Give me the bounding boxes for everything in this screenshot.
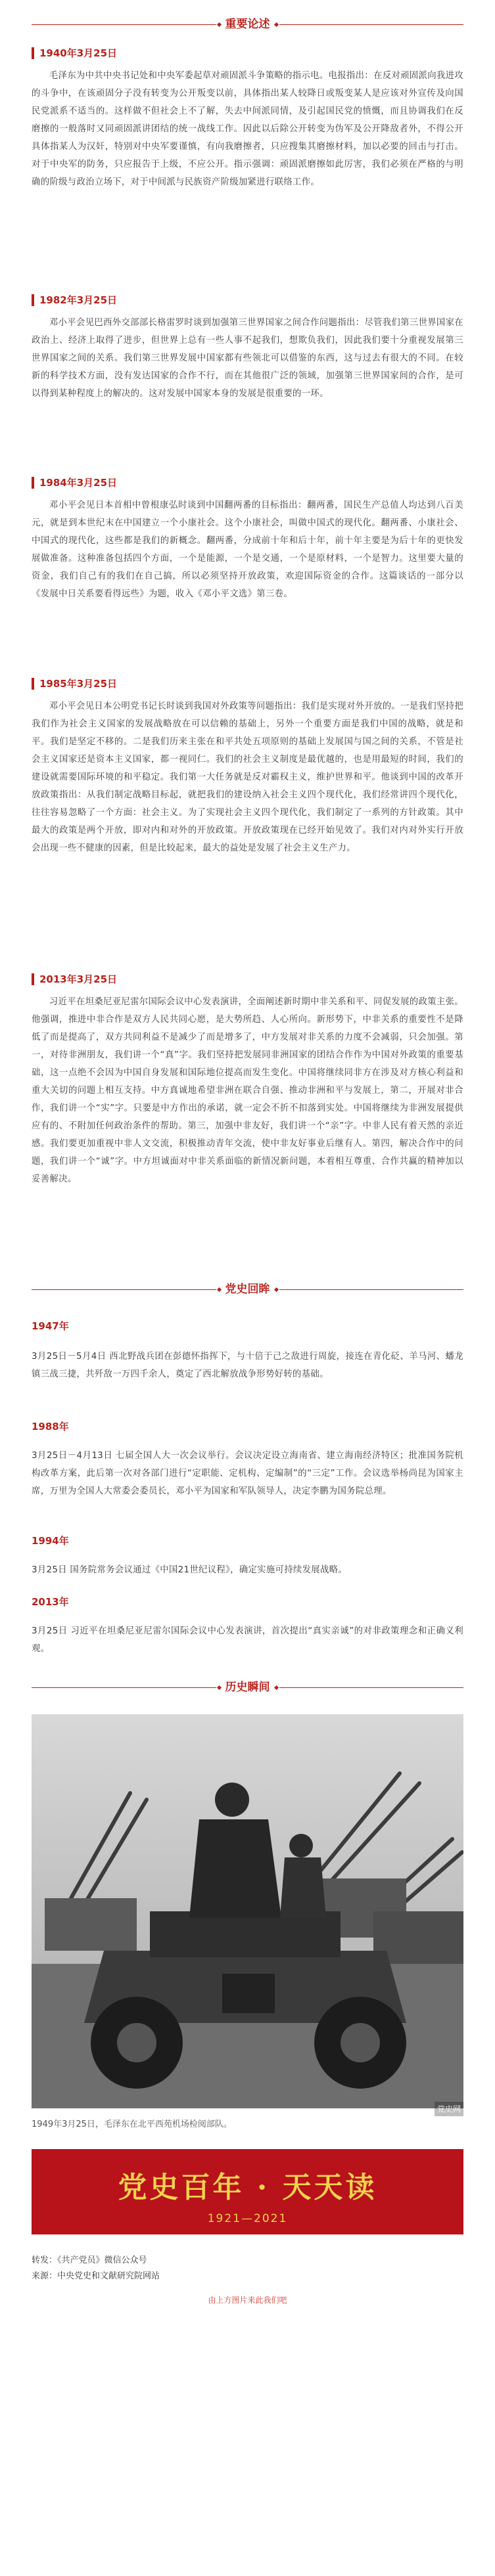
event-1947 — [32, 1318, 463, 1401]
event-text: 3月25日－5月4日 西北野战兵团在彭德怀指挥下，与十倍于己之敌进行周旋，接连在青化砭、羊马河、蟠龙镇三战三捷，共歼敌一万四千余人，奠定了西北解放战争形势好转的基础。 — [32, 1352, 463, 1379]
date-label: 1984年3月25日 — [32, 468, 463, 497]
photo-illustration — [32, 1714, 463, 2108]
date-label: 1985年3月25日 — [32, 669, 463, 698]
section-title: 历史瞬间 — [216, 1679, 279, 1696]
article-text: 邓小平会见日本公明党书记长时谈到我国对外政策等问题指出：我们是实现对外开放的。一是我们坚持把我们作为社会主义国家的发展战略放在可以信赖的基础上，另外一个重要方面是我们中国的战略，就是和平。我们是坚定不移的。二是我们历来主张在和平共处五项原则的基础上发展国与国之间的关系，不管是社会主义国家还是资本主义国家，都一视同仁。我们的社会主义制度是最优越的，也是用最短的时间，我们的建设就需要国际环境的和平稳定。我们第一大任务就是反对霸权主义，维护世界和平。他谈到中国的改革开放政策指出：从我们制定战略目标起，就把我们的建设纳入社会主义四个现代化，我们经常讲四个现代化，往往容易忽略了一个方面：社会主义。为了实现社会主义四个现代化，我们制定了一系列的方针政策。其中最大的政策是两个开放，即对内和对外的开放政策。开放政策现在已经开始见效了。我们对内对外实行开放会出现一些不健康的因素，但是比较起来，最大的益处是发展了社会主义生产力。 — [32, 701, 463, 853]
event-2013 — [32, 1593, 463, 1658]
event-text: 3月25日－4月13日 七届全国人大一次会议举行。会议决定设立海南省、建立海南经济特区；批准国务院机构改革方案，此后第一次对各部门进行“定职能、定机构、定编制”的“三定”工作。会议选举杨尚昆为国家主席，万里为全国人大常委会委员长，邓小平为国家和军队领导人，决定李鹏为国务院总理。 — [32, 1451, 463, 1496]
section-header-history — [0, 1277, 495, 1303]
article-3 — [32, 468, 463, 649]
event-text: 3月25日 国务院常务会议通过《中国21世纪议程》，确定实施可持续发展战略。 — [32, 1565, 348, 1575]
date-label: 1940年3月25日 — [32, 38, 463, 67]
event-year: 2013年 — [32, 1596, 69, 1608]
photo-caption: 1949年3月25日，毛泽东在北平西苑机场检阅部队。 党史网 — [32, 2118, 463, 2132]
event-1988 — [32, 1418, 463, 1518]
article-text: 邓小平会见日本首相中曾根康弘时谈到中国翻两番的目标指出：翻两番，国民生产总值人均达到八百美元，就是到本世纪末在中国建立一个小康社会。这个小康社会，叫做中国式的现代化。翻两番、小康社会、中国式的现代化，这些都是我们的新概念。翻两番，分成前十年和后十年，前十年主要是为后十年的更快发展做准备。这种准备包括四个方面，一个是能源，一个是交通，一个是原材料，一个是智力。这里要大量的资金，我们自己有的我们在自己搞，所以必须坚持开放政策，欢迎国际资金的合作。这篇谈话的一部分以《发展中日关系要看得远些》为题，收入《邓小平文选》第三卷。 — [32, 500, 463, 599]
banner-title: 党史百年 · 天天读 — [118, 2171, 377, 2204]
date-label: 2013年3月25日 — [32, 964, 463, 993]
article-text: 毛泽东为中共中央书记处和中央军委起草对顽固派斗争策略的指示电。电报指出：在反对顽固派向我进攻的斗争中，在该顽固分子没有转变为公开叛变以前，具体指出某人较降日或叛变某人是应该对外宣传及向国民党派系不适当的。这样做不但社会上不了解，失去中间派同情，及引起国民党的愤慨，而且协调我们在反磨擦的一般落时又同顽固派讲团结的统一战线工作。因此以后除公开转变为伪军及公开降敌者外，不得公开具体指某人为汉奸，特别对中央军要谨慎，有向我磨擦者，只应搜集其磨擦材料，加以必要的回击与打击。对于中央军的防务，只应报告于上级，不应公开。指示强调：顽固派磨擦如此厉害，我们必须在严格的与明确的阶级与政治立场下，对于中间派与民族资产阶级加紧进行联络工作。 — [32, 71, 463, 187]
event-year: 1988年 — [32, 1421, 69, 1432]
promo-banner[interactable] — [32, 2149, 463, 2234]
event-1994 — [32, 1532, 463, 1579]
section-header-moment — [0, 1675, 495, 1701]
article-text: 习近平在坦桑尼亚尼雷尔国际会议中心发表演讲，全面阐述新时期中非关系和平、同促发展的政策主张。他强调，推进中非合作是双方人民共同心愿，是大势所趋、人心所向。新形势下，中非关系的重要性不是降低了而是提高了，双方共同利益不是减少了而是增多了，中方发展对非关系的力度不会减弱，只会加强。第一，对待非洲朋友，我们讲一个“真”字。我们坚持把发展同非洲国家的团结合作作为中国对外政策的重要基础，这一点绝不会因为中国自身发展和国际地位提高而发生变化。中国将继续同非方在涉及对方核心利益和重大关切的问题上相互支持。中方真诚地希望非洲在联合自强、推动非洲和平与发展上，第二，开展对非合作，我们讲一个“实”字。只要是中方作出的承诺，就一定会不折不扣落到实处。中国将继续为非洲发展提供应有的、不附加任何政治条件的帮助。第三，加强中非友好，我们讲一个“亲”字。中非人民有着天然的亲近感。我们要更加重视中非人文交流，积极推动青年交流，使中非友好事业后继有人。第四，解决合作中的问题，我们讲一个“诚”字。中方坦诚面对中非关系面临的新情况新问题，本着相互尊重、合作共赢的精神加以妥善解决。 — [32, 997, 463, 1184]
source-line: 来源：中央党史和文献研究院网站 — [32, 2271, 160, 2281]
banner-years: 1921—2021 — [207, 2212, 288, 2225]
article-2 — [32, 285, 463, 437]
section-title: 重要论述 — [216, 16, 279, 33]
article-1 — [32, 38, 463, 261]
historic-photo — [32, 1714, 463, 2108]
repost-line: 转发：《共产党员》微信公众号 — [32, 2255, 147, 2265]
article-text: 邓小平会见巴西外交部部长格雷罗时谈到加强第三世界国家之间合作问题指出：尽管我们第三世界国家在政治上、经济上取得了进步，但世界上总有一些人事不起我们，想欺负我们，因此我们要十分重视发展第三世界国家之间的关系。我们第三世界发展中国家都有些领北可以借鉴的东西，这与过去有很大的不同。在较新的科学技术方面，没有发达国家的合作不行，而在其他很广泛的领域，加强第三世界国家间的合作，是可以得到某种程度上的解决的。这对发展中国家本身的发展是很重要的一环。 — [32, 318, 463, 399]
article-5 — [32, 964, 463, 1258]
date-label: 1982年3月25日 — [32, 285, 463, 314]
watermark: 党史网 — [435, 2102, 463, 2116]
article-4 — [32, 669, 463, 948]
section-header-important — [0, 12, 495, 38]
section-title: 党史回眸 — [216, 1281, 279, 1298]
event-year: 1947年 — [32, 1320, 69, 1332]
event-text: 3月25日 习近平在坦桑尼亚尼雷尔国际会议中心发表演讲，首次提出“真实亲诚”的对非政策理念和正确义利观。 — [32, 1626, 463, 1654]
footer-link[interactable]: 由上方图片来此我们吧 — [208, 2296, 287, 2305]
event-year: 1994年 — [32, 1535, 69, 1547]
